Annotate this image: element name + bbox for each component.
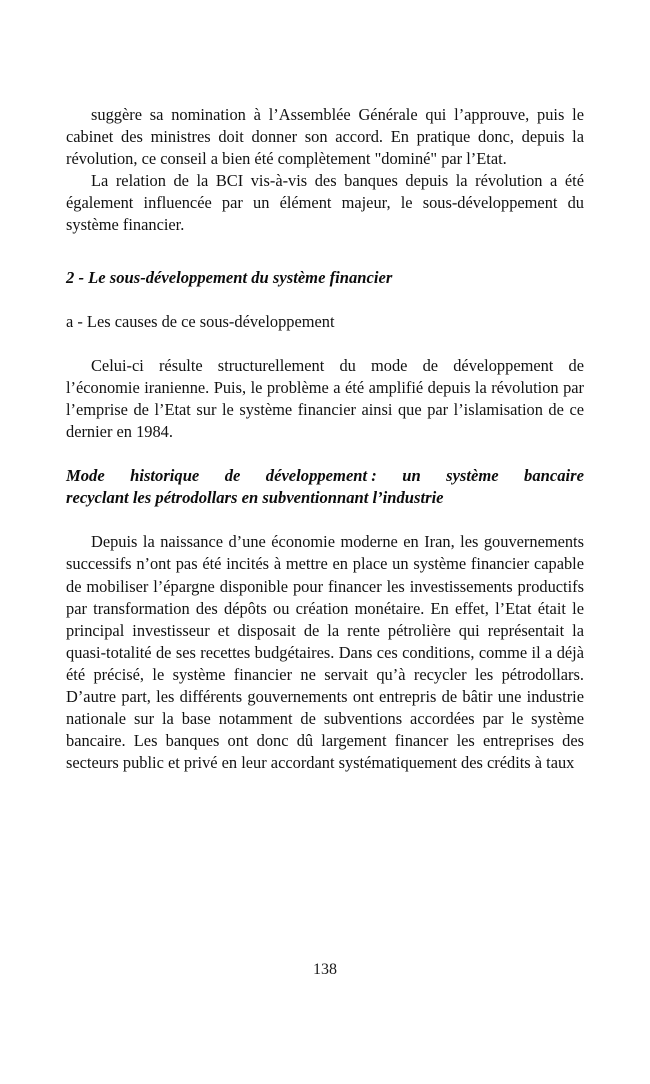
heading-word: système (446, 466, 499, 486)
text-column (66, 104, 584, 774)
spacer-after-heading-1 (66, 289, 584, 311)
heading-word: Mode (66, 466, 105, 486)
paragraph-celui-ci-resulte: Celui-ci résulte structurellement du mode de développement de l’économie iranienne. Puis, le problème a été amplifié depuis la révolution par l’emprise de l’Etat sur le système financier ainsi que par l’islamisation de ce dernier en 1984. (66, 355, 584, 442)
heading-word: bancaire (524, 466, 584, 486)
paragraph-depuis-naissance-economie: Depuis la naissance d’une économie moderne en Iran, les gouvernements successifs n’ont pas été incités à mettre en place un système financier capable de mobiliser l’épargne disponible pour financer les investissements productifs par transformation des dépôts ou création monétaire. En effet, l’Etat était le principal investisseur et disposait de la rente pétrolière qui représentait la quasi-totalité de ses recettes budgétaires. Dans ces conditions, comme il a déjà été précisé, le système financier ne servait qu’à recycler les pétrodollars. D’autre part, les différents gouvernements ont entrepris de bâtir une industrie nationale sur la base notamment de subventions accordées par le système bancaire. Les banques ont donc dû largement financer les entreprises des secteurs public et privé en leur accordant systématiquement des crédits à taux (66, 532, 584, 773)
heading-line-1 (66, 465, 584, 487)
spacer-before-heading-1 (66, 237, 584, 267)
spacer-before-heading-3 (66, 443, 584, 465)
paragraph-relation-bci: La relation de la BCI vis-à-vis des banques depuis la révolution a été également influencée par un élément majeur, le sous-développement du système financier. (66, 171, 584, 235)
page-number: 138 (313, 961, 337, 978)
heading-word: un (402, 466, 421, 486)
spacer-after-heading-2 (66, 333, 584, 355)
heading-word: historique (130, 466, 200, 486)
spacer-after-heading-3 (66, 509, 584, 531)
heading-line-2: recyclant les pétrodollars en subventionnant l’industrie (66, 488, 444, 508)
heading-causes-sous-developpement: a - Les causes de ce sous-développement (66, 311, 335, 331)
heading-word: de (224, 466, 241, 486)
paragraph-suggere-nomination: suggère sa nomination à l’Assemblée Générale qui l’approuve, puis le cabinet des ministres doit donner son accord. En pratique donc, depuis la révolution, ce conseil a bien été complètement "dominé" par l’Etat. (66, 105, 584, 169)
heading-sous-developpement-systeme-financier: 2 - Le sous-développement du système financier (66, 267, 393, 287)
heading-mode-historique-developpement (66, 465, 584, 509)
heading-word: développement : (265, 466, 377, 486)
